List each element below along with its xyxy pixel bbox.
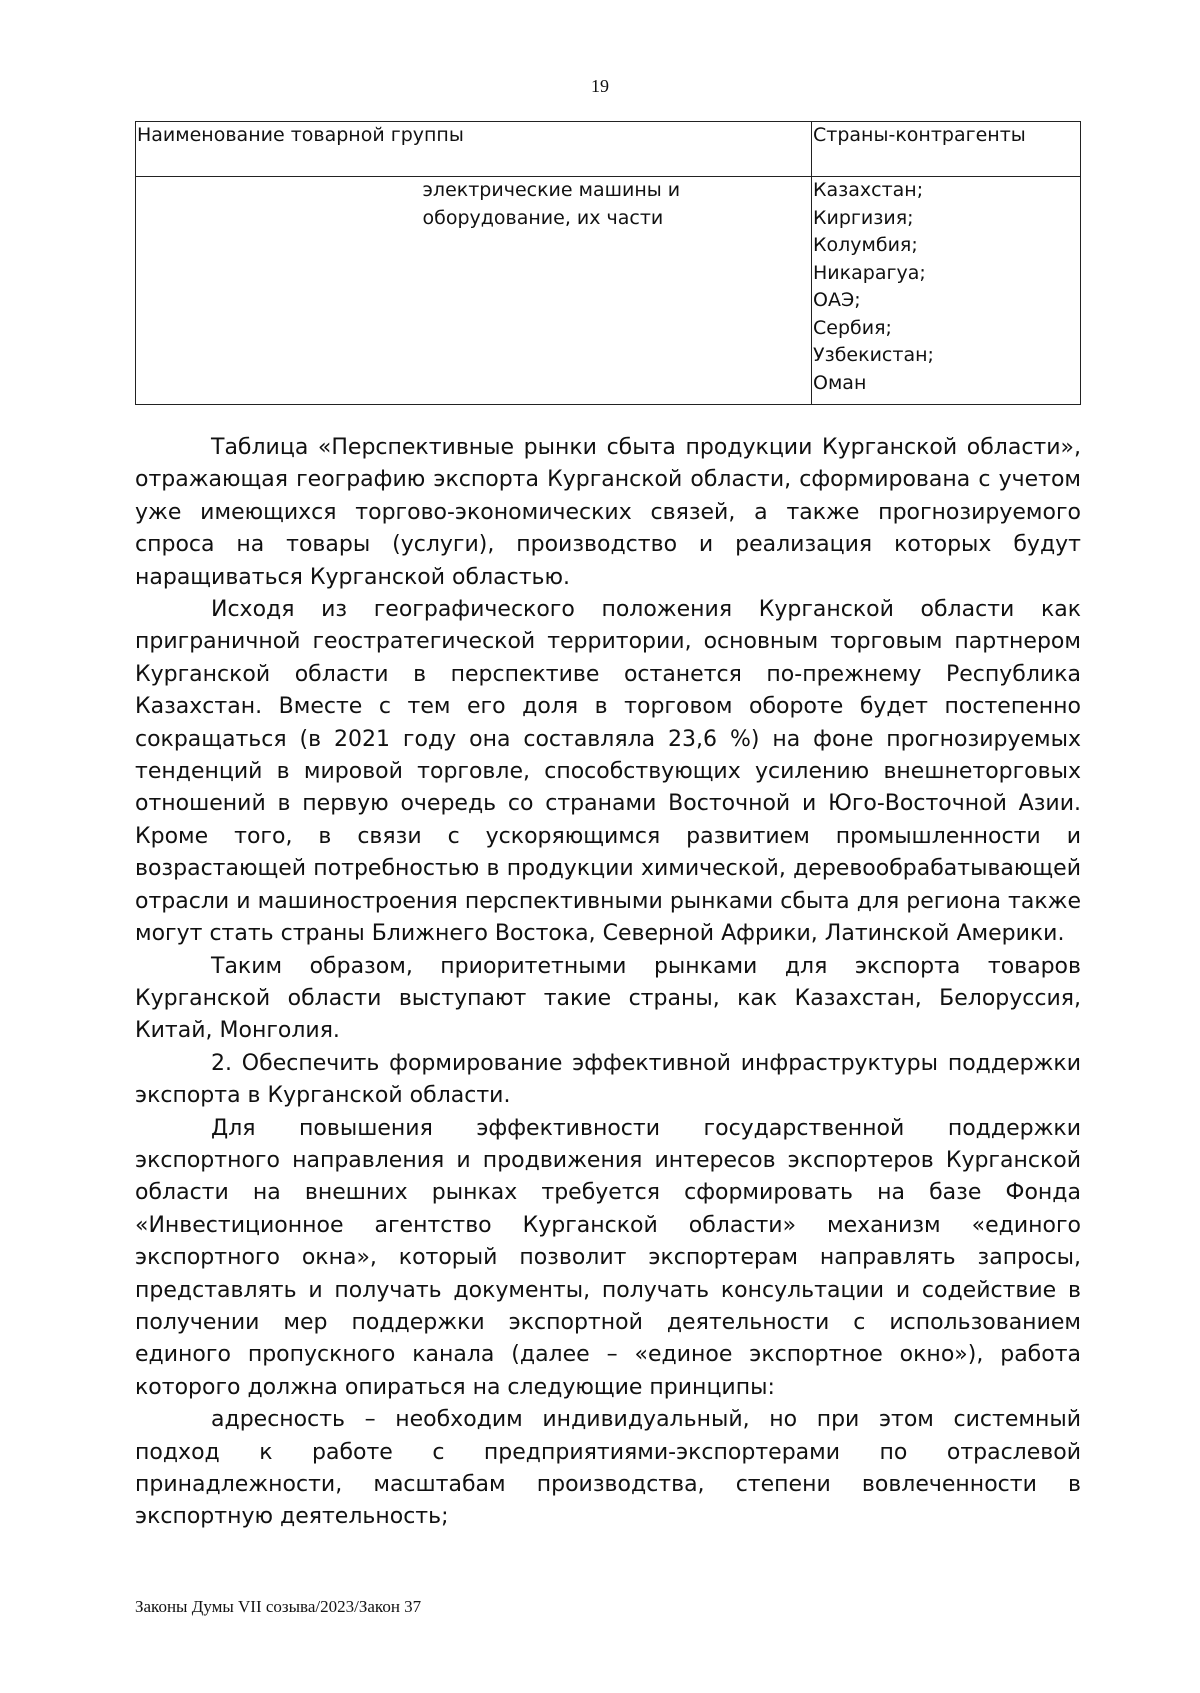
paragraph: 2. Обеспечить формирование эффективной инфраструктуры поддержки экспорта в Курганской области. bbox=[135, 1050, 1081, 1109]
table-header-row bbox=[136, 122, 1081, 177]
country-item: Сербия; bbox=[813, 316, 892, 339]
country-item: Колумбия; bbox=[813, 234, 918, 256]
export-markets-table bbox=[135, 121, 1081, 405]
header-countries: Страны-контрагенты bbox=[812, 122, 1081, 177]
country-list bbox=[813, 177, 1080, 397]
goods-group-cell bbox=[136, 177, 422, 405]
paragraph: Таким образом, приоритетными рынками для экспорта товаров Курганской области выступают такие страны, как Казахстан, Белоруссия, Китай, Монголия. bbox=[135, 953, 1081, 1044]
paragraph: Исходя из географического положения Курганской области как приграничной геостратегической территории, основным торговым партнером Курганской области в перспективе останется по-прежнему Республика Казахстан. Вместе с тем его доля в торговом обороте будет постепенно сокращаться (в 2021 году она составляла 23,6 %) на фоне прогнозируемых тенденций в мировой торговле, способствующих усилению внешнеторговых отношений в первую очередь со странами Восточной и Юго-Восточной Азии. Кроме того, в связи с ускоряющимся развитием промышленности и возрастающей потребностью в продукции химической, деревообрабатывающей отрасли и машиностроения перспективными рынками сбыта для региона также могут стать страны Ближнего Востока, Северной Африки, Латинской Америки. bbox=[135, 597, 1081, 947]
country-item: Казахстан; bbox=[813, 179, 924, 201]
country-item: ОАЭ; bbox=[813, 289, 861, 311]
country-item: Оман bbox=[813, 371, 867, 394]
paragraph: Таблица «Перспективные рынки сбыта продукции Курганской области», отражающая географию экспорта Курганской области, сформирована с учетом уже имеющихся торгово-экономических связей, а также прогнозируемого спроса на товары (услуги), производство и реализация которых будут наращиваться Курганской областью. bbox=[135, 435, 1081, 590]
country-item: Киргизия; bbox=[813, 206, 914, 229]
subgroup-line: оборудование, их части bbox=[422, 206, 664, 229]
body-text bbox=[135, 432, 1081, 1534]
goods-subgroup-cell bbox=[422, 177, 812, 405]
footer-reference: Законы Думы VII созыва/2023/Закон 37 bbox=[135, 1597, 422, 1616]
header-goods-group: Наименование товарной группы bbox=[136, 122, 812, 177]
countries-cell bbox=[812, 177, 1081, 405]
subgroup-line: электрические машины и bbox=[422, 179, 681, 201]
page-number: 19 bbox=[591, 76, 609, 96]
paragraph: адресность – необходим индивидуальный, но при этом системный подход к работе с предприятиями-экспортерами по отраслевой принадлежности, масштабам производства, степени вовлеченности в экспортную деятельность; bbox=[135, 1407, 1081, 1530]
country-item: Никарагуа; bbox=[813, 261, 926, 284]
country-item: Узбекистан; bbox=[813, 344, 934, 366]
table-row bbox=[136, 177, 1081, 405]
paragraph: Для повышения эффективности государственной поддержки экспортного направления и продвижения интересов экспортеров Курганской области на внешних рынках требуется сформировать на базе Фонда «Инвестиционное агентство Курганской области» механизм «единого экспортного окна», который позволит экспортерам направлять запросы, представлять и получать документы, получать консультации и содействие в получении мер поддержки экспортной деятельности с использованием единого пропускного канала (далее – «единое экспортное окно»), работа которого должна опираться на следующие принципы: bbox=[135, 1115, 1081, 1400]
